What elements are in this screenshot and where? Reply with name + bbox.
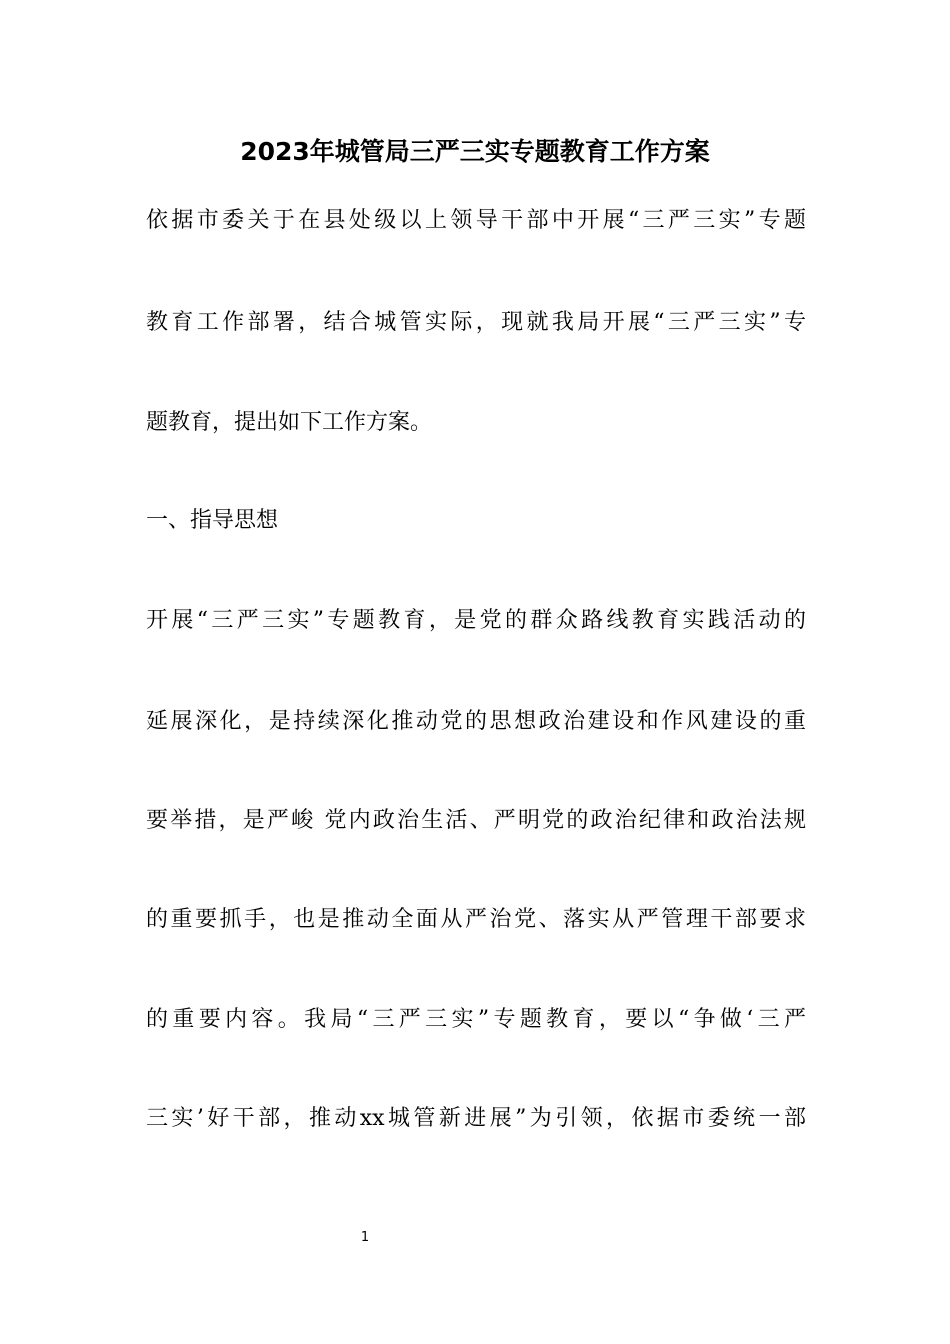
paragraph-line: 教育工作部署，结合城管实际，现就我局开展“三严三实”专 <box>146 310 806 335</box>
section-heading: 一、指导思想 <box>146 508 279 533</box>
paragraph-line: 的重要抓手，也是推动全面从严治党、落实从严管理干部要求 <box>146 907 806 932</box>
paragraph-line: 要举措，是严峻 党内政治生活、严明党的政治纪律和政治法规 <box>146 808 806 833</box>
paragraph-line: 三实’好干部，推动xx城管新进展”为引领，依据市委统一部 <box>146 1106 806 1131</box>
page-number: 1 <box>360 1230 370 1245</box>
paragraph-line: 依据市委关于在县处级以上领导干部中开展“三严三实”专题 <box>146 208 806 233</box>
paragraph-line: 延展深化，是持续深化推动党的思想政治建设和作风建设的重 <box>146 709 806 734</box>
document-title: 2023年城管局三严三实专题教育工作方案 <box>240 137 710 166</box>
paragraph-line: 题教育，提出如下工作方案。 <box>146 410 433 435</box>
paragraph-line: 开展“三严三实”专题教育，是党的群众路线教育实践活动的 <box>146 608 806 633</box>
paragraph-line: 的重要内容。我局“三严三实”专题教育，要以“争做‘三严 <box>146 1007 806 1032</box>
